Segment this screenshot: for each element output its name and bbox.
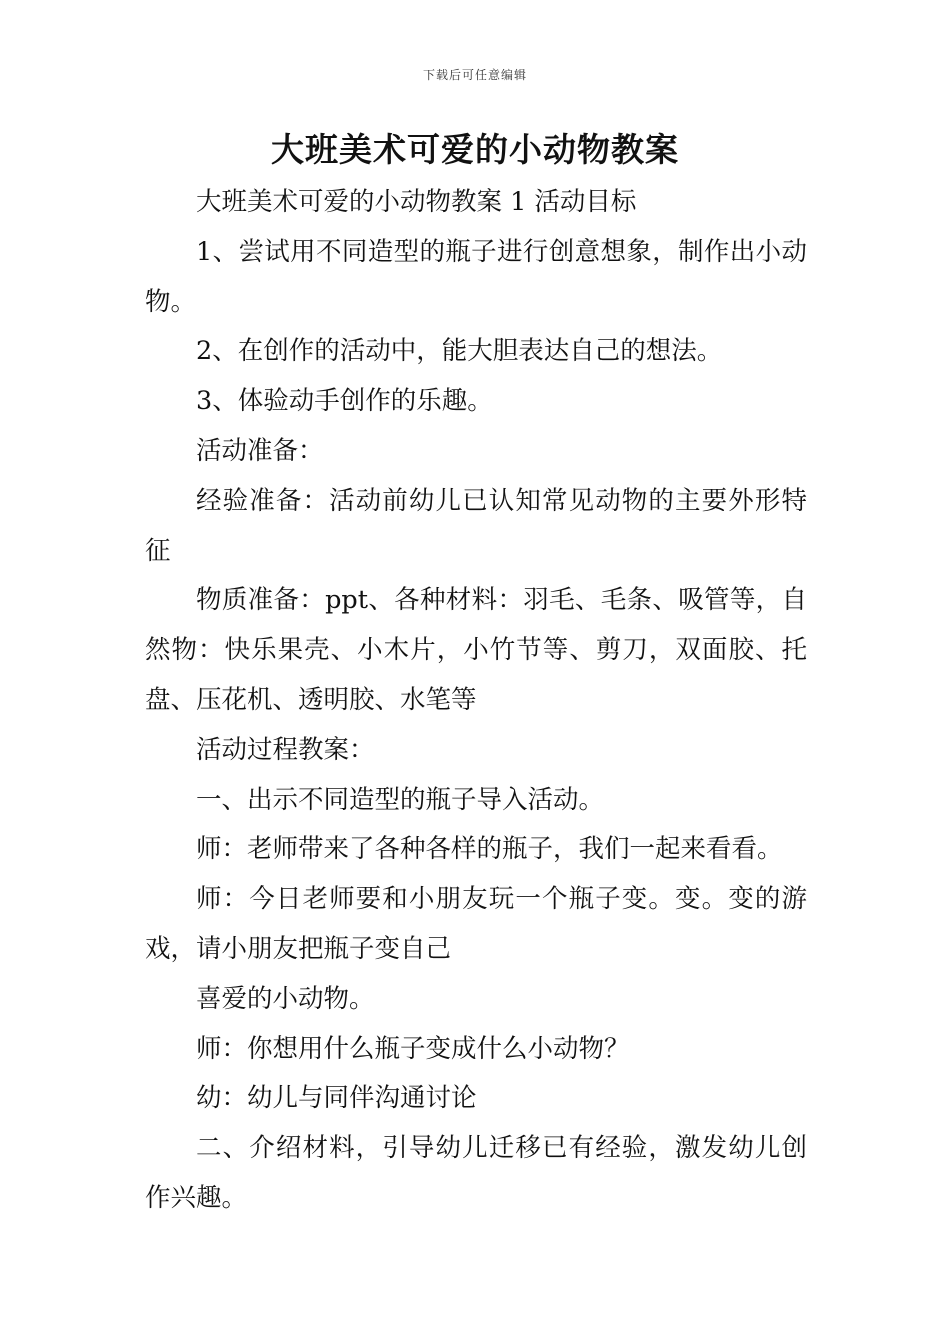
paragraph: 活动过程教案： [196,734,375,765]
paragraph: 师：今日老师要和小朋友玩一个瓶子变。变。变的游戏，请小朋友把瓶子变自己 [145,884,807,964]
paragraph: 2、在创作的活动中，能大胆表达自己的想法。 [196,336,723,367]
paragraph: 师：你想用什么瓶子变成什么小动物？ [196,1033,630,1064]
document-title: 大班美术可爱的小动物教案 [271,130,679,169]
paragraph: 1、尝试用不同造型的瓶子进行创意想象，制作出小动物。 [145,236,807,317]
paragraph: 喜爱的小动物。 [196,983,375,1014]
paragraph: 大班美术可爱的小动物教案 1 活动目标 [196,187,637,217]
paragraph: 活动准备： [196,435,324,466]
paragraph: 二、介绍材料，引导幼儿迁移已有经验，激发幼儿创作兴趣。 [145,1133,807,1213]
document-body [145,178,807,1224]
paragraph: 物质准备：ppt、各种材料：羽毛、毛条、吸管等，自然物：快乐果壳、小木片，小竹节等、剪刀，双面胶、托盘、压花机、透明胶、水笔等 [145,585,807,715]
paragraph: 幼：幼儿与同伴沟通讨论 [196,1083,477,1114]
paragraph: 师：老师带来了各种各样的瓶子，我们一起来看看。 [196,834,783,865]
paragraph: 经验准备：活动前幼儿已认知常见动物的主要外形特征 [145,485,807,566]
paragraph: 3、体验动手创作的乐趣。 [196,386,493,417]
paragraph: 一、出示不同造型的瓶子导入活动。 [196,784,605,815]
header-note: 下载后可任意编辑 [422,68,527,82]
